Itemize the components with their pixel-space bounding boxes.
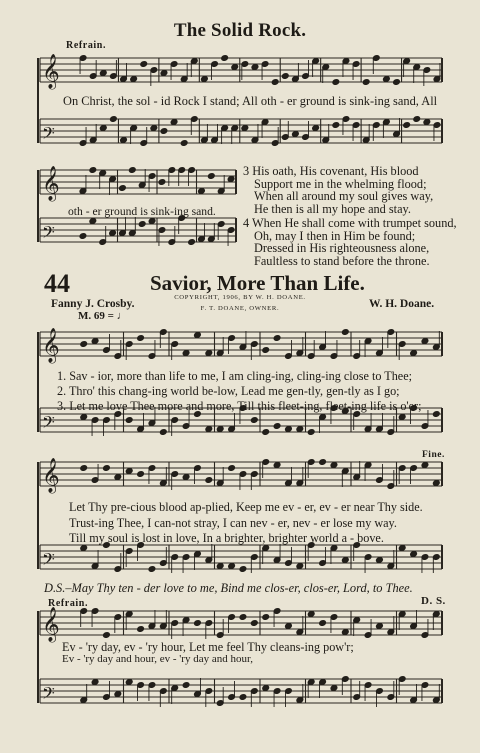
top-refrain-end-lyric: oth - er ground is sink-ing sand. bbox=[68, 205, 216, 218]
top-hymn-title: The Solid Rock. bbox=[173, 20, 307, 41]
svg-text:𝄞: 𝄞 bbox=[42, 607, 60, 642]
verse-3-line-3: When all around my soul gives way, bbox=[254, 189, 434, 204]
copyright-line-2: F. T. DOANE, OWNER. bbox=[200, 305, 280, 312]
system-2-verse-3: Till my soul is lost in love, In a brighter, brighter world a - bove. bbox=[69, 531, 384, 545]
svg-text:𝄢: 𝄢 bbox=[42, 549, 55, 573]
verse-4-line-3: Dressed in His righteousness alone, bbox=[254, 241, 430, 256]
tempo-marking: M. 69 = ♩ bbox=[78, 310, 128, 322]
verse-3 bbox=[243, 165, 433, 215]
verse-3-line-2: Support me in the whelming flood; bbox=[254, 176, 427, 191]
system-2-verses bbox=[69, 500, 423, 547]
top-refrain-lyric: On Christ, the sol - id Rock I stand; All oth - er ground is sink-ing sand, All bbox=[63, 94, 438, 108]
svg-text:𝄞: 𝄞 bbox=[42, 166, 60, 201]
system-2-verse-2: Trust-ing Thee, I can-not stray, I can nev - er, nev - er lose my way. bbox=[69, 515, 397, 530]
svg-text:𝄢: 𝄢 bbox=[42, 683, 55, 707]
verse-4-line-4: Faultless to stand before the throne. bbox=[254, 253, 430, 268]
system-1-verse-1: 1. Sav - ior, more than life to me, I am cling-ing, cling-ing close to Thee; bbox=[57, 369, 413, 383]
verse-4-line-1: When He shall come with trumpet sound, bbox=[252, 216, 457, 230]
system-2-verse-1: Let Thy pre-cious blood ap-plied, Keep me ev - er, ev - er near Thy side. bbox=[69, 500, 423, 514]
svg-text:𝄢: 𝄢 bbox=[42, 123, 55, 147]
hymn-composer: W. H. Doane. bbox=[369, 298, 435, 310]
verse-4-line-2: Oh, may I then in Him be found; bbox=[254, 228, 416, 243]
hymn-author: Fanny J. Crosby. bbox=[51, 298, 135, 310]
ds-lyric-line: D.S.–May Thy ten - der love to me, Bind me clos-er, clos-er, Lord, to Thee. bbox=[44, 581, 413, 595]
verse-3-line-4: He then is all my hope and stay. bbox=[254, 201, 411, 216]
system-1-verse-3: 3. Let me love Thee more and more, Till this fleet-ing, fleet-ing life is o'er; bbox=[57, 399, 422, 413]
refrain-lyric-line-1: Ev - 'ry day, ev - 'ry hour, Let me feel Thy cleans-ing pow'r; bbox=[62, 640, 354, 654]
hymn-number: 44 bbox=[44, 269, 70, 298]
svg-text:𝄞: 𝄞 bbox=[42, 328, 60, 363]
svg-text:𝄞: 𝄞 bbox=[42, 458, 60, 493]
top-refrain-label: Refrain. bbox=[66, 40, 107, 51]
verse-3-line-1: His oath, His covenant, His blood bbox=[252, 164, 419, 178]
svg-text:𝄢: 𝄢 bbox=[42, 412, 55, 436]
refrain-lyric-line-2: Ev - 'ry day and hour, ev - 'ry day and hour, bbox=[62, 653, 253, 665]
svg-text:𝄢: 𝄢 bbox=[42, 222, 55, 246]
system-1-verse-2: 2. Thro' this chang-ing world be-low, Lead me gen-tly, gen-tly as I go; bbox=[57, 384, 400, 398]
system-1-verses bbox=[57, 369, 421, 414]
svg-text:𝄞: 𝄞 bbox=[42, 54, 60, 89]
refrain-label: Refrain. bbox=[48, 598, 89, 609]
ds-marking: D. S. bbox=[421, 595, 446, 607]
fine-marking: Fine. bbox=[422, 450, 445, 460]
hymn-title: Savior, More Than Life. bbox=[150, 271, 365, 295]
copyright-line-1: COPYRIGHT, 1906, BY W. H. DOANE. bbox=[174, 294, 306, 301]
verse-4 bbox=[243, 217, 457, 267]
verse-3-number: 3 bbox=[243, 164, 250, 178]
verse-4-number: 4 bbox=[243, 216, 250, 230]
